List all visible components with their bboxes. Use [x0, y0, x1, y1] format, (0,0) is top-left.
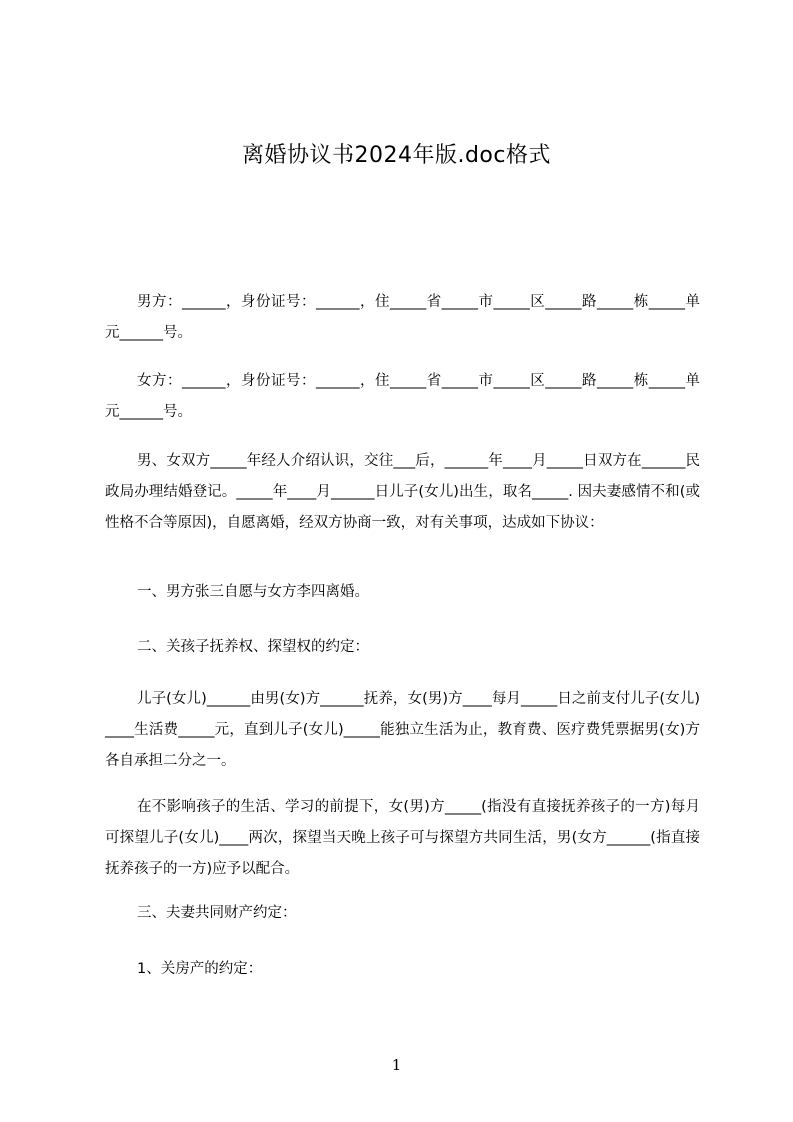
paragraph-property-heading: 1、关房产的约定：: [137, 961, 263, 977]
paragraph-clause-1: 一、男方张三自愿与女方李四离婚。: [137, 584, 369, 600]
page-number: 1: [391, 1056, 402, 1074]
paragraph-wife-info: 女方：______，身份证号：______，住_____省_____市_____区_____路_____栋_____单元______号。: [105, 373, 700, 420]
paragraph-husband-info: 男方：______，身份证号：______，住_____省_____市_____区_____路_____栋_____单元______号。: [105, 294, 700, 341]
document-title: 离婚协议书2024年版.doc格式: [241, 143, 551, 168]
paragraph-visitation: 在不影响孩子的生活、学习的前提下，女(男)方_____(指没有直接抚养孩子的一方)每月可探望儿子(女儿)____两次，探望当天晚上孩子可与探望方共同生活，男(女方______(指直接抚养孩子的一方)应予以配合。: [105, 799, 700, 877]
paragraph-custody-support: 儿子(女儿)______由男(女)方______抚养，女(男)方____每月_____日之前支付儿子(女儿)____生活费_____元，直到儿子(女儿)_____能独立生活为止，教育费、医疗费凭票据男(女)方各自承担二分之一。: [105, 691, 700, 769]
paragraph-marriage-background: 男、女双方_____年经人介绍认识，交往___后，______年____月_____日双方在______民政局办理结婚登记。_____年____月______日儿子(女儿)出生，取名_____. 因夫妻感情不和(或性格不合等原因)，自愿离婚，经双方协商一致，对有关事项，达成如下协议：: [105, 453, 700, 531]
paragraph-clause-3-heading: 三、夫妻共同财产约定：: [137, 905, 297, 921]
paragraph-clause-2-heading: 二、关孩子抚养权、探望权的约定：: [137, 639, 369, 655]
